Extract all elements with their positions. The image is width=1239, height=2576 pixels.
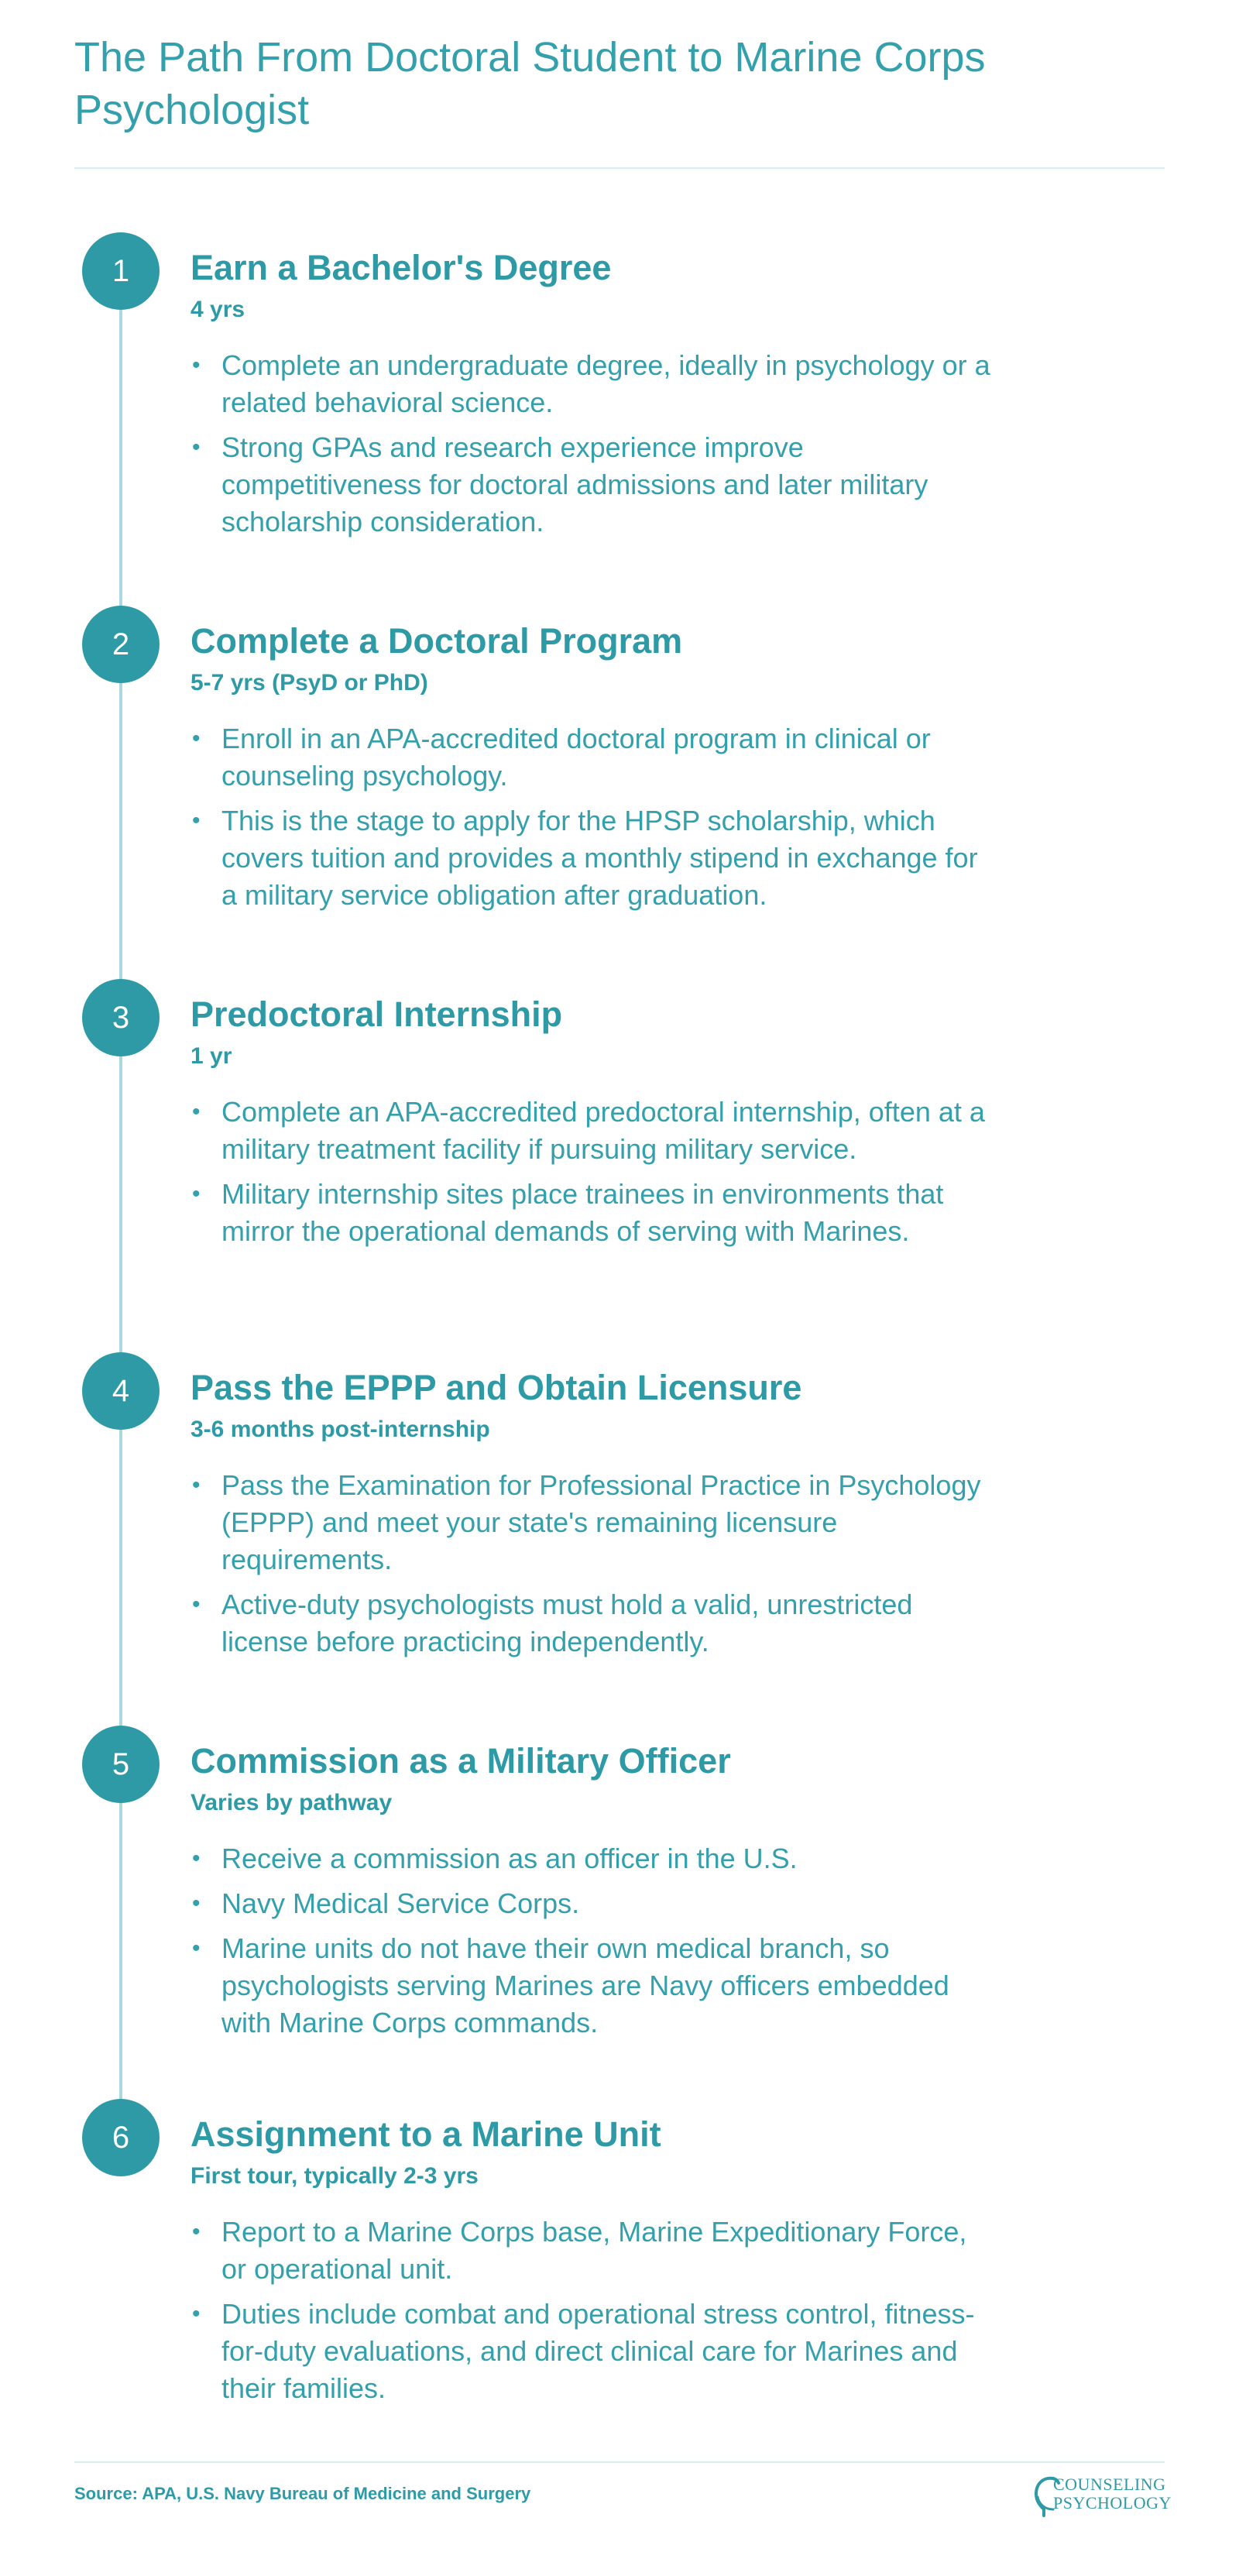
step-bullet (190, 1840, 996, 1877)
page-title: The Path From Doctoral Student to Marine Corps Psychologist (74, 34, 986, 133)
bullet-text: Military internship sites place trainees in environments that mirror the operational demands of serving with Marines. (221, 1178, 944, 1247)
step-bullet (190, 2214, 996, 2288)
counseling-psychology-logo (1030, 2471, 1172, 2517)
bullet-icon: • (192, 1099, 201, 1125)
step-content (190, 993, 996, 1258)
step-bullet-list (190, 347, 996, 541)
step-number-badge: 5 (82, 1726, 160, 1803)
step-title: Pass the EPPP and Obtain Licensure (190, 1368, 802, 1407)
step-duration: First tour, typically 2-3 yrs (190, 2163, 479, 2189)
bullet-text: Duties include combat and operational stress control, fitness-for-duty evaluations, and direct clinical care for Marines and their families. (221, 2298, 975, 2404)
step-title: Commission as a Military Officer (190, 1741, 731, 1781)
bullet-icon: • (192, 1181, 201, 1207)
step-content (190, 1366, 996, 1668)
step-bullet (190, 1467, 996, 1578)
step-content (190, 2113, 996, 2415)
step-content (190, 246, 996, 548)
step-title: Complete a Doctoral Program (190, 621, 683, 661)
step-duration: 5-7 yrs (PsyD or PhD) (190, 670, 428, 696)
step-bullet (190, 347, 996, 421)
step-bullet (190, 1176, 996, 1250)
bullet-text: Marine units do not have their own medical branch, so psychologists serving Marines are Navy officers embedded with Marine Corps commands. (221, 1932, 949, 2038)
bullet-icon: • (192, 434, 201, 460)
step-content (190, 1740, 996, 2049)
step-bullet (190, 802, 996, 914)
bullet-text: This is the stage to apply for the HPSP scholarship, which covers tuition and provides a monthly stipend in exchange for a military service obligation after graduation. (221, 805, 978, 911)
step-title: Earn a Bachelor's Degree (190, 248, 612, 287)
step-bullet-list (190, 1840, 996, 2042)
step-number-badge: 6 (82, 2099, 160, 2176)
step-duration: 3-6 months post-internship (190, 1417, 490, 1442)
step-number-badge: 4 (82, 1352, 160, 1430)
bullet-text: Receive a commission as an officer in the U.S. (221, 1843, 798, 1874)
bullet-icon: • (192, 1935, 201, 1961)
step-duration: 4 yrs (190, 297, 245, 322)
step-bullet (190, 2296, 996, 2407)
step-bullet (190, 1094, 996, 1168)
step-bullet (190, 1586, 996, 1661)
step-bullet (190, 429, 996, 541)
step-bullet-list (190, 1094, 996, 1250)
bullet-text: Complete an APA-accredited predoctoral internship, often at a military treatment facility if pursuing military service. (221, 1096, 985, 1165)
step-bullet-list (190, 720, 996, 914)
step-number-badge: 1 (82, 232, 160, 310)
bullet-text: Report to a Marine Corps base, Marine Expeditionary Force, or operational unit. (221, 2216, 967, 2285)
step-number-badge: 2 (82, 606, 160, 683)
bullet-text: Enroll in an APA-accredited doctoral program in clinical or counseling psychology. (221, 723, 931, 792)
step-number-badge: 3 (82, 979, 160, 1056)
bullet-icon: • (192, 808, 201, 833)
step-bullet (190, 1885, 996, 1922)
step-title: Assignment to a Marine Unit (190, 2114, 661, 2154)
footer-divider (74, 2461, 1165, 2463)
bullet-icon: • (192, 2219, 201, 2245)
bullet-text: Navy Medical Service Corps. (221, 1887, 580, 1919)
bullet-text: Pass the Examination for Professional Practice in Psychology (EPPP) and meet your state's remaining licensure requirements. (221, 1469, 981, 1575)
bullet-text: Strong GPAs and research experience improve competitiveness for doctoral admissions and later military scholarship consideration. (221, 431, 928, 538)
bullet-icon: • (192, 726, 201, 751)
logo-text-line1: COUNSELING (1053, 2475, 1166, 2494)
bullet-text: Complete an undergraduate degree, ideally in psychology or a related behavioral science. (221, 349, 990, 418)
bullet-icon: • (192, 2301, 201, 2327)
step-bullet (190, 720, 996, 795)
bullet-icon: • (192, 1592, 201, 1617)
step-bullet-list (190, 2214, 996, 2407)
timeline-line (119, 267, 122, 2126)
step-bullet (190, 1930, 996, 2042)
bullet-icon: • (192, 1846, 201, 1871)
logo-text-line2: PSYCHOLOGY (1053, 2493, 1172, 2512)
step-bullet-list (190, 1467, 996, 1661)
source-citation: Source: APA, U.S. Navy Bureau of Medicine and Surgery (74, 2484, 531, 2503)
step-duration: Varies by pathway (190, 1790, 393, 1815)
step-title: Predoctoral Internship (190, 994, 563, 1034)
bullet-icon: • (192, 1891, 201, 1916)
bullet-text: Active-duty psychologists must hold a valid, unrestricted license before practicing independently. (221, 1589, 913, 1657)
bullet-icon: • (192, 1472, 201, 1498)
step-content (190, 620, 996, 922)
step-duration: 1 yr (190, 1043, 232, 1069)
header-divider (74, 167, 1165, 169)
bullet-icon: • (192, 352, 201, 378)
